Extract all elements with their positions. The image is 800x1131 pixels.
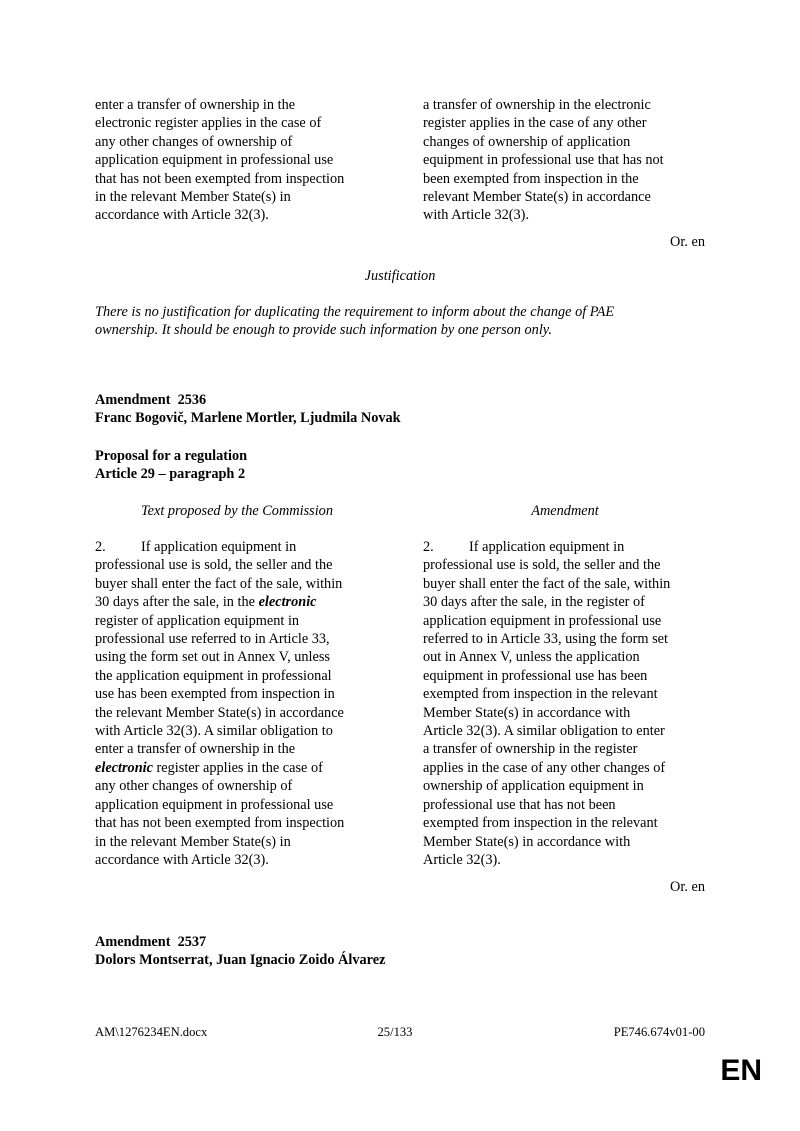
text-line: changes of ownership of application bbox=[423, 133, 631, 150]
text-line: application equipment in professional use bbox=[95, 796, 334, 813]
text-line: register applies in the case of bbox=[152, 759, 323, 776]
text-line: professional use referred to in Article 33, bbox=[95, 631, 330, 648]
text-line: ownership of application equipment in bbox=[423, 778, 644, 795]
proposal-title: Proposal for a regulation bbox=[95, 448, 248, 464]
paragraph-number: 2. bbox=[95, 539, 106, 555]
text-line: register of application equipment in bbox=[95, 612, 300, 629]
text-line: referred to in Article 33, using the form set bbox=[423, 631, 668, 648]
commission-text-column bbox=[95, 538, 385, 869]
text-line: that has not been exempted from inspection bbox=[95, 815, 345, 832]
amendment-number: Amendment 2537 bbox=[95, 934, 207, 950]
text-line: ownership. It should be enough to provide such information by one person only. bbox=[95, 322, 552, 339]
text-line: any other changes of ownership of bbox=[95, 778, 293, 795]
amendment-text-column bbox=[423, 538, 707, 869]
emphasis-word: electronic bbox=[95, 759, 153, 776]
text-line: any other changes of ownership of bbox=[95, 133, 293, 150]
amendment-authors: Franc Bogovič, Marlene Mortler, Ljudmila Novak bbox=[95, 410, 401, 426]
text-line: Member State(s) in accordance with bbox=[423, 704, 631, 721]
text-line: accordance with Article 32(3). bbox=[95, 207, 269, 224]
text-line: in the relevant Member State(s) in bbox=[95, 833, 291, 850]
top-left-column bbox=[95, 96, 385, 225]
text-line: accordance with Article 32(3). bbox=[95, 851, 269, 868]
text-line: application equipment in professional use bbox=[423, 612, 662, 629]
text-line: professional use that has not been bbox=[423, 796, 616, 813]
article-reference: Article 29 – paragraph 2 bbox=[95, 466, 246, 482]
text-line: been exempted from inspection in the bbox=[423, 170, 639, 187]
amendment-number: Amendment 2536 bbox=[95, 392, 207, 408]
text-line: use has been exempted from inspection in bbox=[95, 686, 335, 703]
emphasis-word: electronic bbox=[258, 594, 317, 611]
text-line: the application equipment in professional bbox=[95, 667, 332, 684]
text-line: enter a transfer of ownership in the bbox=[95, 741, 296, 758]
footer-page-number: 25/133 bbox=[377, 1025, 413, 1039]
commission-text-heading: Text proposed by the Commission bbox=[141, 503, 333, 519]
text-line: register applies in the case of any other bbox=[423, 115, 647, 132]
text-line: with Article 32(3). A similar obligation to bbox=[95, 723, 333, 740]
footer-doc-reference: AM\1276234EN.docx bbox=[95, 1025, 208, 1039]
text-line: a transfer of ownership in the electronic bbox=[423, 97, 651, 113]
text-line: a transfer of ownership in the register bbox=[423, 741, 638, 758]
text-line: Member State(s) in accordance with bbox=[423, 833, 631, 850]
text-line: in the relevant Member State(s) in bbox=[95, 189, 291, 206]
text-line: application equipment in professional use bbox=[95, 152, 334, 169]
text-line: the relevant Member State(s) in accordance bbox=[95, 704, 344, 721]
paragraph-number: 2. bbox=[423, 539, 434, 555]
text-line: with Article 32(3). bbox=[423, 207, 530, 224]
text-line: equipment in professional use that has not bbox=[423, 152, 664, 169]
text-line: professional use is sold, the seller and the bbox=[95, 557, 333, 574]
text-line: buyer shall enter the fact of the sale, within bbox=[423, 575, 671, 592]
text-line: exempted from inspection in the relevant bbox=[423, 686, 658, 703]
original-language-note: Or. en bbox=[670, 234, 705, 250]
text-line: Article 32(3). A similar obligation to enter bbox=[423, 723, 665, 740]
text-line: There is no justification for duplicating the requirement to inform about the change of PAE bbox=[95, 304, 615, 320]
text-line: that has not been exempted from inspection bbox=[95, 170, 345, 187]
text-line: applies in the case of any other changes of bbox=[423, 759, 666, 776]
justification-text bbox=[95, 303, 715, 340]
text-line: professional use is sold, the seller and the bbox=[423, 557, 661, 574]
text-line: If application equipment in bbox=[141, 539, 297, 555]
original-language-note: Or. en bbox=[670, 879, 705, 895]
text-line: enter a transfer of ownership in the bbox=[95, 97, 296, 113]
text-line: equipment in professional use has been bbox=[423, 667, 648, 684]
text-line: buyer shall enter the fact of the sale, within bbox=[95, 575, 343, 592]
justification-heading: Justification bbox=[364, 268, 436, 284]
text-line: Article 32(3). bbox=[423, 851, 501, 868]
text-line: 30 days after the sale, in the bbox=[95, 594, 259, 611]
top-right-column bbox=[423, 96, 707, 225]
text-line: exempted from inspection in the relevant bbox=[423, 815, 658, 832]
text-line: relevant Member State(s) in accordance bbox=[423, 189, 651, 206]
amendment-authors: Dolors Montserrat, Juan Ignacio Zoido Álvarez bbox=[95, 952, 386, 968]
footer-pe-reference: PE746.674v01-00 bbox=[613, 1025, 705, 1039]
amendment-heading: Amendment bbox=[531, 503, 599, 519]
language-code: EN bbox=[720, 1054, 762, 1087]
text-line: If application equipment in bbox=[469, 539, 625, 555]
text-line: electronic register applies in the case of bbox=[95, 115, 322, 132]
text-line: using the form set out in Annex V, unless bbox=[95, 649, 330, 666]
text-line: out in Annex V, unless the application bbox=[423, 649, 640, 666]
text-line: 30 days after the sale, in the register of bbox=[423, 594, 645, 611]
